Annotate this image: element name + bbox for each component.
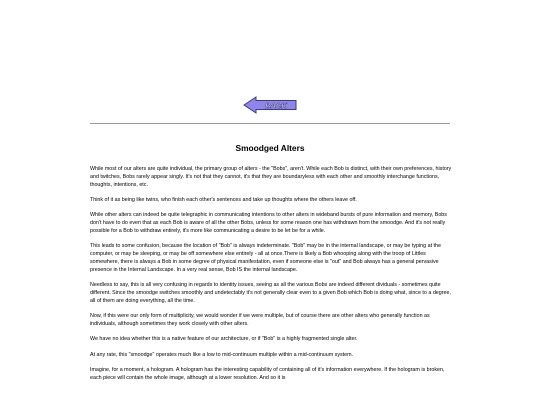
paragraph: Needless to say, this is all very confusing in regards to identity issues, seeing as all the various Bobs are indeed different dividuals - sometimes quite different. Since the smoodge switches smoothly and undetectably it's not generally clear even to a given Bob which Bob is doing what, since to a degree, all of them are doing everything, all the time.	[90, 282, 451, 304]
page-title: Smoodged Alters	[235, 143, 305, 153]
paragraph: Imagine, for a moment, a hologram. A hologram has the interesting capability of containing all of it's information everywhere. If the hologram is broken, each piece will contain the whole image, although at a lower resolution. And so it is	[90, 367, 445, 381]
paragraph: Think of it as being like twins, who finish each other's sentences and take up thoughts where the others leave off.	[90, 196, 357, 203]
back-arrow-icon	[243, 96, 297, 114]
back-button-label: BACK	[265, 100, 287, 110]
back-button[interactable]	[243, 96, 297, 114]
paragraph: Now, if this were our only form of multiplicity, we would wonder if we were multiple, but of course there are other alters who generally function as individuals, although sometimes they work closely with other alters.	[90, 313, 430, 327]
paragraph: At any rate, this "smoodge" operates much like a low to mid-continuum multiple within a mid-continuum system.	[90, 351, 354, 358]
horizontal-rule	[90, 123, 450, 124]
paragraph: While most of our alters are quite individual, the primary group of alters - the "Bobs", aren't. While each Bob is distinct, with their own preferences, history and twitches, Bobs rarely appear singly. It's not that they cannot, it's that they are boundaryless with each other and smoothly interchange functions, thoughts, intentions, etc.	[90, 166, 452, 188]
article-body	[90, 166, 452, 390]
paragraph: We have no idea whether this is a native feature of our architecture, or if "Bob" is a highly fragmented single alter.	[90, 336, 358, 343]
paragraph: While other alters can indeed be quite telegraphic in communicating intentions to other alters in wideband bursts of pure information and memory, Bobs don't have to do even that as each Bob is aware of all the other Bobs, unless for some reason one has withdrawn from the smoodge. And it's not really possible for a Bob to withdraw entirely, it's more like communicating a desire to be let be for a while.	[90, 212, 447, 234]
paragraph: This leads to some confusion, because the location of "Bob" is always indeterminate. "Bob" may be in the internal landscape, or may be typing at the computer, or may be sleeping, or may be off somewhere else entirely - all at once.There is likely a Bob whooping along with the troop of Littles somewhere, there is always a Bob in some degree of physical manifestation, even if someone else is "out" and Bob always has a general pervasive presence in the Internal Landscape. In a very real sense, Bob IS the internal landscape.	[90, 243, 441, 273]
